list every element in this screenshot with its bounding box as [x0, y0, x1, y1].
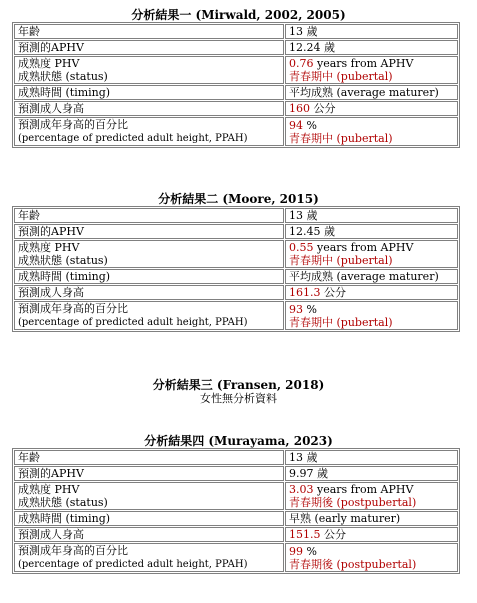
table-row: [14, 511, 458, 526]
ppah-label: [14, 543, 284, 572]
height-label: 預測成人身高: [14, 101, 284, 116]
table-row: [14, 285, 458, 300]
status-value: 青春期中 (pubertal): [289, 254, 393, 267]
table-row: [14, 56, 458, 84]
offset-value: 0.55: [289, 241, 314, 254]
maturity-label-line1: 成熟度 PHV: [18, 57, 80, 70]
ppah-label: [14, 301, 284, 330]
offset-unit: years from APHV: [317, 57, 414, 70]
aphv-label: 預測的APHV: [14, 466, 284, 481]
ppah-status: 青春期中 (pubertal): [289, 131, 393, 145]
height-unit: 公分: [324, 286, 346, 299]
height-value: [285, 101, 458, 116]
table-row: [14, 527, 458, 542]
height-value: [285, 285, 458, 300]
maturity-label-line2: 成熟狀態 (status): [18, 70, 108, 83]
ppah-label-line2: (percentage of predicted adult height, PPAH): [18, 559, 248, 570]
section-4-table: [12, 448, 460, 574]
ppah-status: 青春期後 (postpubertal): [289, 557, 417, 571]
maturity-label-line1: 成熟度 PHV: [18, 241, 80, 254]
table-row: [14, 466, 458, 481]
table-row: [14, 101, 458, 116]
ppah-value: [285, 543, 458, 572]
table-row: [14, 543, 458, 572]
height-unit: 公分: [313, 102, 336, 115]
timing-value: 平均成熟 (average maturer): [285, 85, 458, 100]
offset-value: 3.03: [289, 483, 314, 496]
table-row: [14, 40, 458, 55]
table-row: [14, 224, 458, 239]
ppah-label-line2: (percentage of predicted adult height, PPAH): [18, 317, 248, 328]
table-row: [14, 450, 458, 465]
offset-unit: years from APHV: [317, 483, 414, 496]
height-unit: 公分: [324, 528, 346, 541]
aphv-value: 12.45 歲: [285, 224, 458, 239]
maturity-label: [14, 56, 284, 84]
maturity-label: [14, 482, 284, 510]
maturity-value: [285, 482, 458, 510]
height-number: 151.5: [289, 528, 321, 541]
table-row: [14, 482, 458, 510]
section-4-title: 分析結果四 (Murayama, 2023): [144, 434, 333, 448]
maturity-value: [285, 240, 458, 268]
aphv-label: 預測的APHV: [14, 40, 284, 55]
section-3-title: 分析結果三 (Fransen, 2018): [152, 378, 325, 392]
ppah-unit: %: [306, 544, 317, 558]
ppah-label-line1: 預測成年身高的百分比: [18, 302, 128, 315]
status-value: 青春期後 (postpubertal): [289, 496, 417, 509]
age-label: 年齡: [14, 208, 284, 223]
ppah-number: 93: [289, 302, 303, 316]
aphv-value: 12.24 歲: [285, 40, 458, 55]
ppah-number: 99: [289, 544, 303, 558]
height-number: 161.3: [289, 286, 321, 299]
ppah-number: 94: [289, 118, 303, 132]
ppah-value: [285, 117, 458, 146]
aphv-label: 預測的APHV: [14, 224, 284, 239]
table-row: [14, 117, 458, 146]
table-row: [14, 301, 458, 330]
ppah-status: 青春期中 (pubertal): [289, 315, 393, 329]
aphv-value: 9.97 歲: [285, 466, 458, 481]
height-value: [285, 527, 458, 542]
offset-value: 0.76: [289, 57, 314, 70]
section-2-table: [12, 206, 460, 332]
section-1-title: 分析結果一 (Mirwald, 2002, 2005): [131, 8, 346, 22]
table-row: [14, 208, 458, 223]
table-row: [14, 24, 458, 39]
height-number: 160: [289, 102, 310, 115]
ppah-unit: %: [306, 302, 317, 316]
height-label: 預測成人身高: [14, 527, 284, 542]
table-row: [14, 85, 458, 100]
table-row: [14, 269, 458, 284]
ppah-label-line1: 預測成年身高的百分比: [18, 118, 128, 131]
status-value: 青春期中 (pubertal): [289, 70, 393, 83]
timing-label: 成熟時間 (timing): [14, 511, 284, 526]
maturity-label-line1: 成熟度 PHV: [18, 483, 80, 496]
timing-value: 早熟 (early maturer): [285, 511, 458, 526]
maturity-label-line2: 成熟狀態 (status): [18, 254, 108, 267]
age-label: 年齡: [14, 24, 284, 39]
ppah-unit: %: [306, 118, 317, 132]
age-value: 13 歲: [285, 24, 458, 39]
timing-label: 成熟時間 (timing): [14, 85, 284, 100]
maturity-label-line2: 成熟狀態 (status): [18, 496, 108, 509]
age-label: 年齡: [14, 450, 284, 465]
height-label: 預測成人身高: [14, 285, 284, 300]
ppah-value: [285, 301, 458, 330]
timing-value: 平均成熟 (average maturer): [285, 269, 458, 284]
section-3-note: 女性無分析資料: [200, 392, 277, 405]
timing-label: 成熟時間 (timing): [14, 269, 284, 284]
ppah-label-line2: (percentage of predicted adult height, PPAH): [18, 133, 248, 144]
maturity-label: [14, 240, 284, 268]
offset-unit: years from APHV: [317, 241, 414, 254]
ppah-label-line1: 預測成年身高的百分比: [18, 544, 128, 557]
maturity-value: [285, 56, 458, 84]
ppah-label: [14, 117, 284, 146]
age-value: 13 歲: [285, 208, 458, 223]
section-2-title: 分析結果二 (Moore, 2015): [158, 192, 319, 206]
age-value: 13 歲: [285, 450, 458, 465]
table-row: [14, 240, 458, 268]
section-1-table: [12, 22, 460, 148]
